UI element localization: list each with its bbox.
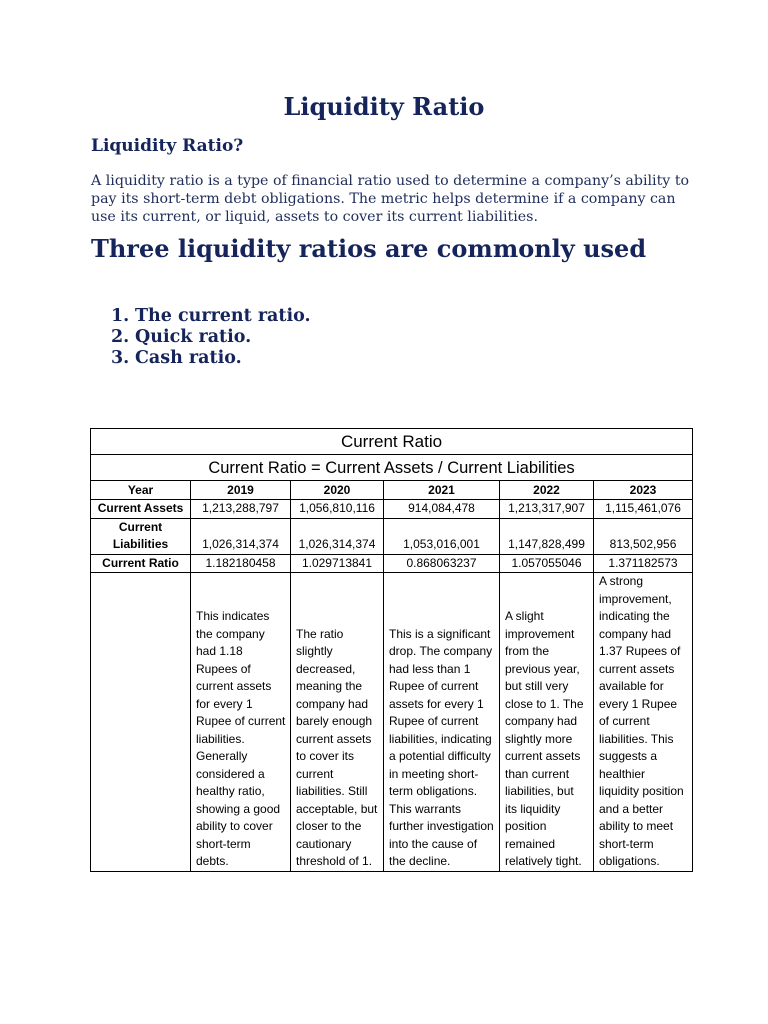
row-label-current-ratio: Current Ratio [91, 554, 191, 573]
table-cell: 1,213,288,797 [191, 500, 291, 519]
intro-paragraph: A liquidity ratio is a type of financial ratio used to determine a company’s ability to pay its short-term debt obligations. The metric helps determine if a company can use its current, or liquid, assets to cover its current liabilities. [91, 173, 690, 225]
table-cell: 1,147,828,499 [500, 518, 594, 554]
table-title: Current Ratio [91, 429, 693, 455]
table-cell: 1.029713841 [291, 554, 384, 573]
table-cell: 1,115,461,076 [594, 500, 693, 519]
list-number: 3. [111, 348, 130, 368]
table-cell: 914,084,478 [384, 500, 500, 519]
ratios-heading: Three liquidity ratios are commonly used [91, 234, 647, 263]
list-number: 2. [111, 327, 130, 347]
description-2020: The ratio slightly decreased, meaning the company had barely enough current assets to cover its current liabilities. Still acceptable, but closer to the cautionary threshold of 1. [291, 573, 384, 872]
table-cell: 813,502,956 [594, 518, 693, 554]
current-ratio-table [90, 428, 693, 872]
table-row [91, 500, 693, 519]
document-title: Liquidity Ratio [283, 92, 485, 121]
list-item [111, 327, 311, 348]
list-item [111, 306, 311, 327]
empty-label-cell [91, 573, 191, 872]
header-2021: 2021 [384, 481, 500, 500]
row-label-current-liabilities: Current Liabilities [91, 518, 191, 554]
table-row [91, 518, 693, 554]
table-row [91, 554, 693, 573]
list-text: Quick ratio. [135, 327, 252, 347]
table-formula: Current Ratio = Current Assets / Current Liabilities [91, 455, 693, 481]
table-row-descriptions [91, 573, 693, 872]
description-2023: A strong improvement, indicating the company had 1.37 Rupees of current assets available for every 1 Rupee of current liabilities. This suggests a healthier liquidity position and a better ability to meet short-term obligations. [594, 573, 693, 872]
section-subheading: Liquidity Ratio? [91, 136, 244, 156]
description-2019: This indicates the company had 1.18 Rupees of current assets for every 1 Rupee of current liabilities. Generally considered a healthy ratio, showing a good ability to cover short-term debts. [191, 573, 291, 872]
description-2022: A slight improvement from the previous year, but still very close to 1. The company had slightly more current assets than current liabilities, but its liquidity position remained relatively tight. [500, 573, 594, 872]
table-cell: 1,053,016,001 [384, 518, 500, 554]
table-cell: 1,213,317,907 [500, 500, 594, 519]
header-2020: 2020 [291, 481, 384, 500]
list-text: Cash ratio. [135, 348, 242, 368]
table-cell: 1,056,810,116 [291, 500, 384, 519]
table-cell: 1.057055046 [500, 554, 594, 573]
table-cell: 1.182180458 [191, 554, 291, 573]
list-item [111, 348, 311, 369]
row-label-current-assets: Current Assets [91, 500, 191, 519]
header-year: Year [91, 481, 191, 500]
description-2021: This is a significant drop. The company had less than 1 Rupee of current assets for every 1 Rupee of current liabilities, indicating a potential difficulty in meeting short-term obligations. This warrants further investigation into the cause of the decline. [384, 573, 500, 872]
table-cell: 0.868063237 [384, 554, 500, 573]
table-header-row [91, 481, 693, 500]
table-cell: 1,026,314,374 [191, 518, 291, 554]
table-cell: 1,026,314,374 [291, 518, 384, 554]
header-2022: 2022 [500, 481, 594, 500]
table-cell: 1.371182573 [594, 554, 693, 573]
header-2019: 2019 [191, 481, 291, 500]
list-text: The current ratio. [135, 306, 311, 326]
list-number: 1. [111, 306, 130, 326]
header-2023: 2023 [594, 481, 693, 500]
ratio-list [111, 306, 311, 369]
